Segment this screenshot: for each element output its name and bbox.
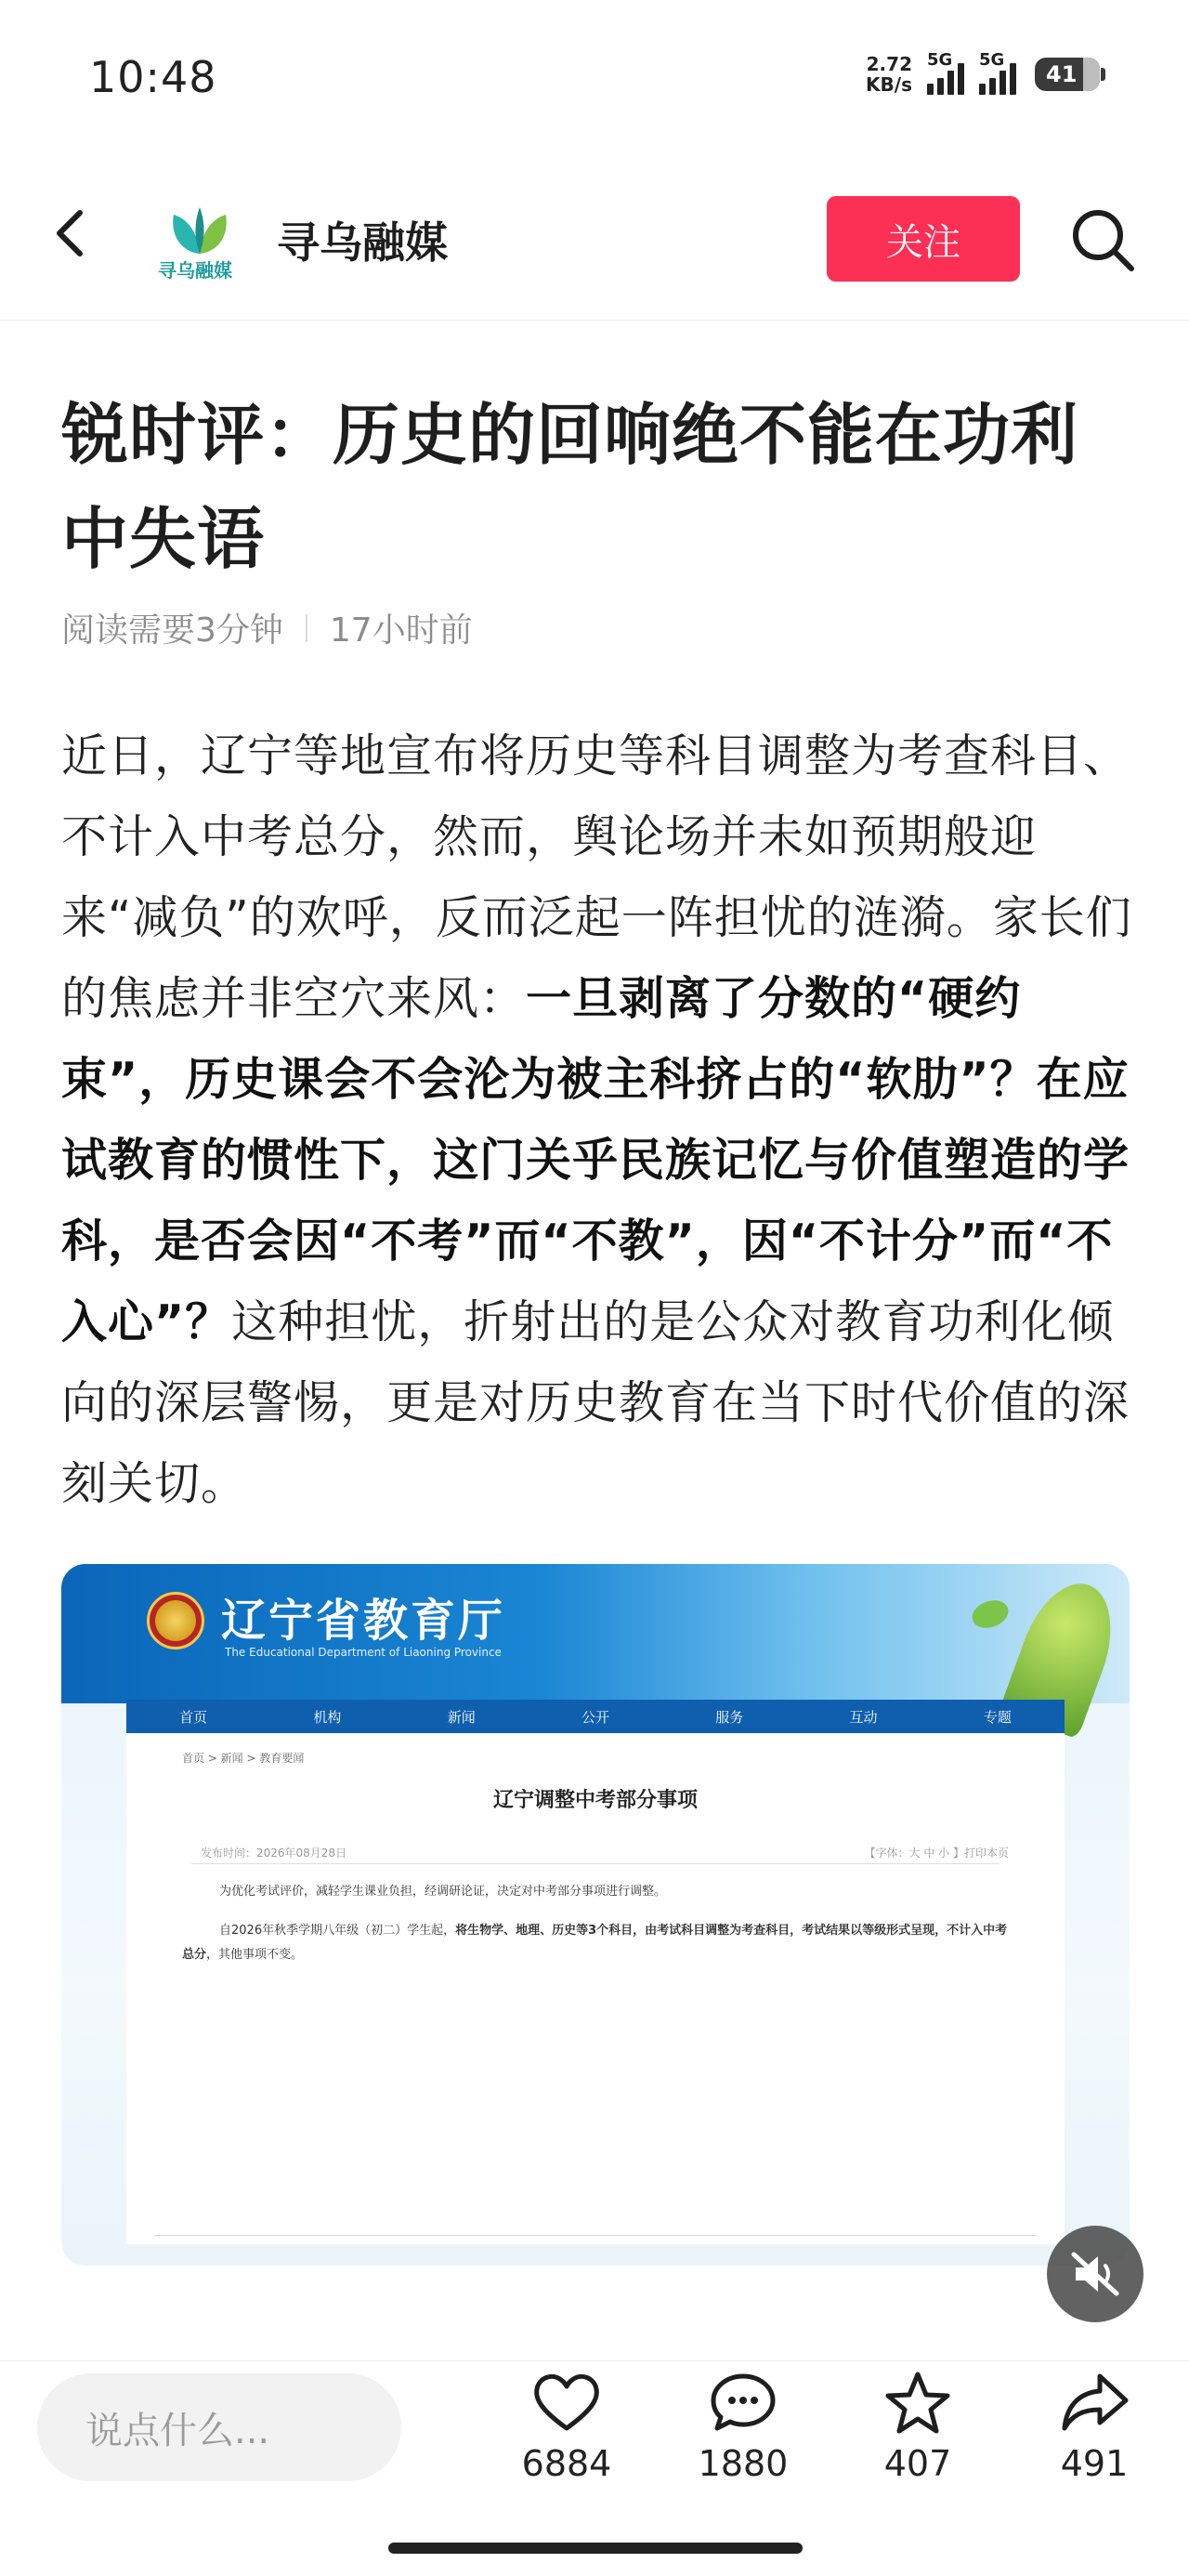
image-divider	[191, 1863, 1000, 1864]
status-time: 10:48	[89, 52, 217, 102]
national-emblem-icon	[147, 1592, 204, 1649]
signal-icon-2: 5G	[979, 54, 1020, 95]
battery-icon: 41	[1035, 58, 1100, 91]
meta-divider	[306, 614, 307, 642]
home-indicator[interactable]	[388, 2543, 803, 2554]
image-dept-name: 辽宁省教育厅	[221, 1595, 506, 1647]
image-breadcrumb: 首页 > 新闻 > 教育要闻	[182, 1752, 305, 1765]
image-nav-item: 机构	[313, 1708, 342, 1726]
article-title: 锐时评：历史的回响绝不能在功利中失语	[61, 396, 1079, 578]
image-nav-item: 新闻	[447, 1708, 476, 1726]
comment-input[interactable]: 说点什么...	[37, 2373, 401, 2481]
like-count: 6884	[521, 2443, 612, 2484]
network-speed: 2.72 KB/s	[866, 53, 912, 96]
read-time: 阅读需要3分钟	[61, 611, 283, 650]
image-nav-item: 专题	[983, 1708, 1012, 1726]
image-nav-item: 服务	[715, 1708, 744, 1726]
signal-icon: 5G	[927, 54, 964, 95]
share-arrow-icon	[1059, 2371, 1130, 2436]
heart-icon	[531, 2371, 602, 2436]
status-bar	[0, 0, 1189, 158]
image-paragraph-1: 为优化考试评价，减轻学生课业负担，经调研论证，决定对中考部分事项进行调整。	[219, 1885, 667, 1899]
image-font-controls: 【字体：大 中 小 】打印本页	[864, 1847, 1009, 1860]
image-nav-bar	[126, 1700, 1065, 1733]
image-nav-item: 首页	[179, 1708, 208, 1726]
follow-button[interactable]: 关注	[827, 196, 1020, 282]
article-image[interactable]	[61, 1564, 1130, 2266]
article-header	[0, 181, 1189, 321]
paragraph-intro: 近日，辽宁等地宣布将历史等科目调整为考查科目、不计入中考总分，然而，舆论场并未如预期般迎来“减负”的欢呼，反而泛起一阵担忧的涟漪。家长们的焦虑并非空穴来风：	[61, 729, 1132, 1025]
mute-button[interactable]	[1047, 2226, 1143, 2322]
logo-caption: 寻乌融媒	[158, 259, 232, 282]
back-arrow-icon[interactable]	[45, 205, 100, 261]
search-icon[interactable]	[1068, 205, 1137, 274]
media-name[interactable]: 寻乌融媒	[277, 217, 448, 268]
image-nav-item: 公开	[581, 1708, 609, 1726]
article-meta	[61, 604, 473, 651]
image-dept-name-en: The Educational Department of Liaoning Province	[225, 1646, 502, 1659]
paragraph-bold: 一旦剥离了分数的“硬约束”，历史课会不会沦为被主科挤占的“软肋”？在应试教育的惯性下，这门关乎民族记忆与价值塑造的学科，是否会因“不考”而“不教”，因“不计分”而“不入心”？	[61, 972, 1130, 1348]
favorite-button[interactable]	[862, 2371, 973, 2484]
comment-button[interactable]	[687, 2371, 799, 2484]
status-icons	[866, 50, 1100, 96]
image-heading: 辽宁调整中考部分事项	[492, 1789, 698, 1812]
image-nav-item: 互动	[849, 1708, 878, 1726]
image-paragraph-2: 自2026年秋季学期八年级（初二）学生起，将生物学、地理、历史等3个科目，由考试科目调整为考查科目，考试结果以等级形式呈现，不计入中考总分，其他事项不变。	[182, 1924, 1008, 1962]
share-count: 491	[1060, 2443, 1129, 2484]
favorite-count: 407	[883, 2443, 952, 2484]
article-paragraph	[61, 716, 1139, 1524]
publish-time: 17小时前	[329, 611, 473, 650]
speaker-muted-icon	[1068, 2247, 1122, 2301]
paragraph-tail: 这种担忧，折射出的是公众对教育功利化倾向的深层警惕，更是对历史教育在当下时代价值的深刻关切。	[61, 1295, 1130, 1510]
comment-count: 1880	[698, 2443, 789, 2484]
like-button[interactable]	[511, 2371, 622, 2484]
share-button[interactable]	[1039, 2371, 1150, 2484]
image-page	[126, 1733, 1065, 2244]
image-bottom-divider	[154, 2235, 1037, 2236]
star-icon	[882, 2371, 953, 2436]
comment-bubble-icon	[708, 2371, 778, 2436]
image-date: 发布时间：2026年08月28日	[201, 1847, 347, 1860]
